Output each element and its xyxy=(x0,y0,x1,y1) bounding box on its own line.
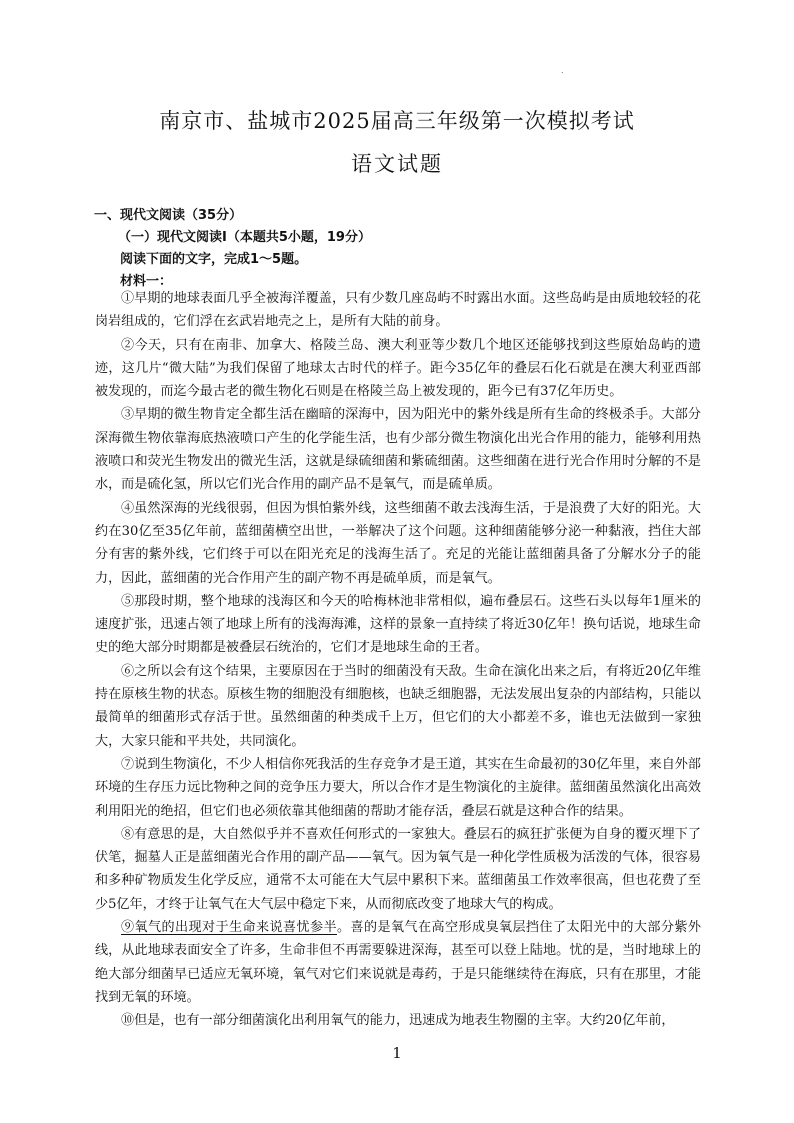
article-body xyxy=(95,287,701,1033)
paragraph-3: ③早期的微生物肯定全都生活在幽暗的深海中，因为阳光中的紫外线是所有生命的终极杀手。大部分深海微生物依靠海底热液喷口产生的化学能生活，也有少部分微生物演化出光合作用的能力，能够利用热液喷口和荧光生物发出的微光生活，这就是绿硫细菌和紫硫细菌。这些细菌在进行光合作用时分解的不是水，而是硫化氢，所以它们光合作用的副产品不是氧气，而是硫单质。 xyxy=(95,407,701,493)
decorative-dot: . xyxy=(561,66,564,75)
section-heading: 一、现代文阅读（35分） xyxy=(94,208,243,223)
paragraph-10: ⑩但是，也有一部分细菌演化出利用氧气的能力，迅速成为地表生物圈的主宰。大约20亿年前， xyxy=(121,1013,675,1029)
paragraph-9-text: 。喜的是氧气在高空形成臭氧层挡住了太阳光中的大部分紫外线，从此地球表面安全了许多，生命非但不再需要躲进深海，甚至可以登上陆地。忧的是，当时地球上的绝大部分细菌早已适应无氧环境，氧气对它们来说就是毒药，于是只能继续待在海底，只有在那里，才能找到无氧的环境。 xyxy=(95,920,702,1005)
paragraph-6: ⑥之所以会有这个结果，主要原因在于当时的细菌没有天敌。生命在演化出来之后，有将近20亿年维持在原核生物的状态。原核生物的细胞没有细胞核，也缺乏细胞器，无法发展出复杂的内部结构，只能以最简单的细菌形式存活于世。虽然细菌的种类成千上万，但它们的大小都差不多，谁也无法做到一家独大，大家只能和平共处，共同演化。 xyxy=(95,663,701,749)
paragraph-9 xyxy=(95,916,701,1009)
paragraph-1: ①早期的地球表面几乎全被海洋覆盖，只有少数几座岛屿不时露出水面。这些岛屿是由质地较轻的花岗岩组成的，它们浮在玄武岩地壳之上，是所有大陆的前身。 xyxy=(95,291,701,330)
paragraph-4: ④虽然深海的光线很弱，但因为惧怕紫外线，这些细菌不敢去浅海生活，于是浪费了大好的阳光。大约在30亿至35亿年前，蓝细菌横空出世，一举解决了这个问题。这种细菌能够分泌一种黏液，挡住大部分有害的紫外线，它们终于可以在阳光充足的浅海生活了。充足的光能让蓝细菌具备了分解水分子的能力，因此，蓝细菌的光合作用产生的副产物不再是硫单质，而是氧气。 xyxy=(95,500,701,586)
subsection-heading: （一）现代文阅读Ⅰ（本题共5小题，19分） xyxy=(118,230,371,245)
page-number: 1 xyxy=(392,1044,402,1062)
paragraph-7: ⑦说到生物演化，不少人相信你死我活的生存竞争才是王道，其实在生命最初的30亿年里，来自外部环境的生存压力远比物种之间的竞争压力要大，所以合作才是生物演化的主旋律。蓝细菌虽然演化出高效利用阳光的绝招，但它们也必须依靠其他细菌的帮助才能存活，叠层石就是这种合作的结果。 xyxy=(95,756,701,819)
paragraph-8: ⑧有意思的是，大自然似乎并不喜欢任何形式的一家独大。叠层石的疯狂扩张便为自身的覆灭埋下了伏笔，掘墓人正是蓝细菌光合作用的副产品——氧气。因为氧气是一种化学性质极为活泼的气体，很容易和多种矿物质发生化学反应，通常不太可能在大气层中累积下来。蓝细菌虽工作效率很高，但也花费了至少5亿年，才终于让氧气在大气层中稳定下来，从而彻底改变了地球大气的构成。 xyxy=(95,826,701,912)
paragraph-5: ⑤那段时期，整个地球的浅海区和今天的哈梅林池非常相似，遍布叠层石。这些石头以每年1厘米的速度扩张，迅速占领了地球上所有的浅海海滩，这样的景象一直持续了将近30亿年！换句话说，地球生命史的绝大部分时期都是被叠层石统治的，它们才是地球生命的王者。 xyxy=(95,593,701,656)
exam-title: 南京市、盐城市2025届高三年级第一次模拟考试 xyxy=(159,109,635,133)
paragraph-2: ②今天，只有在南非、加拿大、格陵兰岛、澳大利亚等少数几个地区还能够找到这些原始岛屿的遗迹，这几片“微大陆”为我们保留了地球太古时代的样子。距今35亿年的叠层石化石就是在澳大利亚西部被发现的，而迄今最古老的微生物化石则是在格陵兰岛上被发现的，距今已有37亿年历史。 xyxy=(95,337,701,400)
material-label: 材料一： xyxy=(120,274,173,289)
exam-subtitle: 语文试题 xyxy=(351,152,443,176)
underlined-phrase: ⑨氧气的出现对于生命来说喜忧参半 xyxy=(121,920,337,936)
reading-instruction: 阅读下面的文字，完成1～5题。 xyxy=(120,252,308,267)
